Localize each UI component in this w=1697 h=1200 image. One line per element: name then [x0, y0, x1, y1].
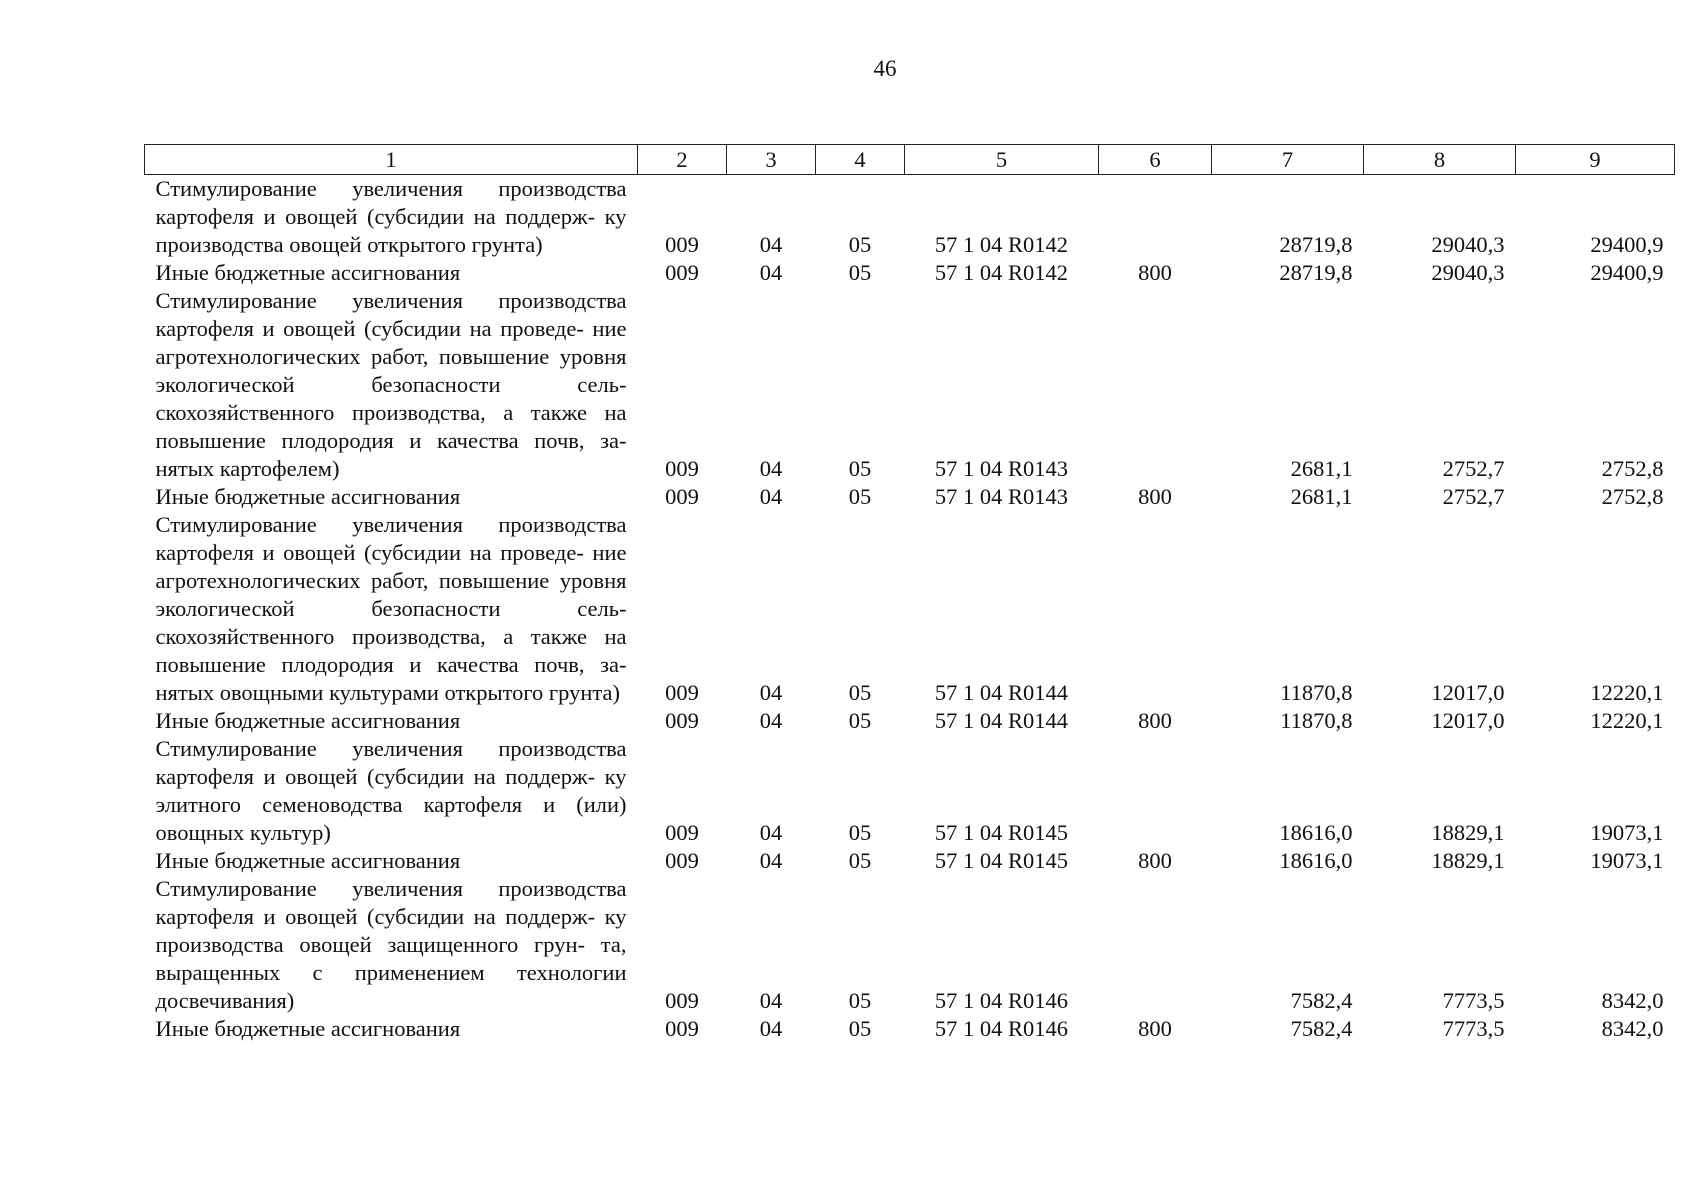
item-name-line: скохозяйственного производства, а также на	[155, 400, 627, 425]
cell-target-article: 57 1 04 R0145	[934, 848, 1069, 873]
table-row	[145, 511, 1675, 707]
cell-amount: 18616,0	[1279, 820, 1353, 845]
cell-expense-type: 800	[1138, 708, 1172, 733]
cell-amount: 7582,4	[1290, 1016, 1353, 1041]
cell-amount: 2752,7	[1442, 456, 1505, 481]
column-header: 8	[1364, 145, 1516, 175]
cell-target-article: 57 1 04 R0143	[934, 456, 1069, 481]
cell-amount: 2681,1	[1290, 484, 1353, 509]
cell-chapter-code: 009	[665, 848, 699, 873]
item-name-line: (или) овощных культур)	[155, 792, 627, 845]
cell-amount: 12220,1	[1590, 680, 1664, 705]
item-name-line: Стимулирование увеличения производства	[155, 876, 627, 901]
item-name-line: Иные бюджетные ассигнования	[155, 260, 461, 285]
cell-expense-type: 800	[1138, 1016, 1172, 1041]
item-name-line: Стимулирование увеличения производства	[155, 176, 627, 201]
table-row	[145, 735, 1675, 847]
item-name-line: картофеля и овощей (субсидии на проведе-	[155, 316, 584, 341]
cell-amount: 29400,9	[1590, 260, 1664, 285]
cell-item-name	[145, 707, 638, 735]
item-name-line: скохозяйственного производства, а также на	[155, 624, 627, 649]
cell-subsection-code: 05	[848, 988, 872, 1013]
item-name-line: ку производства овощей защищенного грун-	[155, 904, 627, 957]
cell-expense-type: 800	[1138, 260, 1172, 285]
table-row	[145, 287, 1675, 483]
cell-amount: 29400,9	[1590, 232, 1664, 257]
table-row	[145, 847, 1675, 875]
cell-item-name	[145, 1015, 638, 1043]
cell-item-name	[145, 511, 638, 707]
item-name-line: картофеля и овощей (субсидии на поддерж-	[155, 204, 596, 229]
cell-section-code: 04	[759, 232, 783, 257]
page-number: 46	[873, 56, 897, 81]
budget-table	[144, 144, 1675, 1043]
cell-section-code: 04	[759, 1016, 783, 1041]
cell-chapter-code: 009	[665, 988, 699, 1013]
item-name-line: досвечивания)	[155, 988, 295, 1013]
cell-expense-type	[1099, 735, 1212, 847]
column-number-row	[145, 145, 1675, 175]
item-name-line: Иные бюджетные ассигнования	[155, 484, 461, 509]
cell-subsection-code: 05	[848, 456, 872, 481]
cell-section-code: 04	[759, 456, 783, 481]
cell-item-name	[145, 735, 638, 847]
item-name-line: Стимулирование увеличения производства	[155, 512, 627, 537]
cell-amount: 7773,5	[1442, 988, 1505, 1013]
item-name-line: повышение плодородия и качества почв, за-	[155, 428, 627, 453]
cell-amount: 18616,0	[1279, 848, 1353, 873]
column-header: 3	[727, 145, 816, 175]
cell-amount: 2752,7	[1442, 484, 1505, 509]
column-header: 5	[905, 145, 1099, 175]
cell-item-name	[145, 847, 638, 875]
cell-expense-type	[1099, 511, 1212, 707]
cell-target-article: 57 1 04 R0143	[934, 484, 1069, 509]
item-name-line: Иные бюджетные ассигнования	[155, 848, 461, 873]
item-name-line: ние агротехнологических работ, повышение	[155, 316, 627, 369]
cell-amount: 2752,8	[1601, 484, 1664, 509]
cell-amount: 29040,3	[1431, 232, 1505, 257]
cell-item-name	[145, 875, 638, 1015]
cell-expense-type: 800	[1138, 848, 1172, 873]
cell-subsection-code: 05	[848, 680, 872, 705]
column-header: 6	[1099, 145, 1212, 175]
cell-item-name	[145, 175, 638, 260]
table-row	[145, 259, 1675, 287]
cell-amount: 7773,5	[1442, 1016, 1505, 1041]
item-name-line: Иные бюджетные ассигнования	[155, 1016, 461, 1041]
cell-chapter-code: 009	[665, 484, 699, 509]
cell-chapter-code: 009	[665, 232, 699, 257]
cell-amount: 12220,1	[1590, 708, 1664, 733]
column-header: 9	[1516, 145, 1675, 175]
cell-amount: 12017,0	[1431, 680, 1505, 705]
cell-amount: 19073,1	[1590, 848, 1664, 873]
cell-section-code: 04	[759, 848, 783, 873]
cell-item-name	[145, 259, 638, 287]
cell-amount: 12017,0	[1431, 708, 1505, 733]
cell-amount: 19073,1	[1590, 820, 1664, 845]
cell-chapter-code: 009	[665, 456, 699, 481]
item-name-line: ку элитного семеноводства картофеля и	[155, 764, 627, 817]
table-row	[145, 707, 1675, 735]
item-name-line: картофеля и овощей (субсидии на поддерж-	[155, 764, 596, 789]
item-name-line: нятых картофелем)	[155, 456, 340, 481]
item-name-line: ку производства овощей открытого грунта)	[155, 204, 627, 257]
table-row	[145, 1015, 1675, 1043]
cell-subsection-code: 05	[848, 708, 872, 733]
item-name-line: та, выращенных с применением технологии	[155, 932, 627, 985]
cell-amount: 18829,1	[1431, 848, 1505, 873]
cell-chapter-code: 009	[665, 820, 699, 845]
cell-amount: 2681,1	[1290, 456, 1353, 481]
cell-section-code: 04	[759, 260, 783, 285]
cell-amount: 28719,8	[1279, 232, 1353, 257]
cell-section-code: 04	[759, 708, 783, 733]
cell-subsection-code: 05	[848, 1016, 872, 1041]
cell-amount: 11870,8	[1280, 708, 1353, 733]
cell-item-name	[145, 483, 638, 511]
item-name-line: повышение плодородия и качества почв, за-	[155, 652, 627, 677]
item-name-line: Стимулирование увеличения производства	[155, 736, 627, 761]
table-row	[145, 175, 1675, 260]
item-name-line: картофеля и овощей (субсидии на проведе-	[155, 540, 584, 565]
cell-amount: 2752,8	[1601, 456, 1664, 481]
cell-amount: 18829,1	[1431, 820, 1505, 845]
cell-chapter-code: 009	[665, 708, 699, 733]
item-name-line: грунта)	[548, 680, 620, 705]
item-name-line: ние агротехнологических работ, повышение	[155, 540, 627, 593]
item-name-line: нятых овощными культурами открытого	[155, 680, 544, 705]
column-header: 2	[638, 145, 727, 175]
table-row	[145, 875, 1675, 1015]
cell-amount: 8342,0	[1601, 988, 1664, 1013]
item-name-line: картофеля и овощей (субсидии на поддерж-	[155, 904, 596, 929]
cell-subsection-code: 05	[848, 232, 872, 257]
cell-section-code: 04	[759, 988, 783, 1013]
cell-subsection-code: 05	[848, 848, 872, 873]
cell-amount: 7582,4	[1290, 988, 1353, 1013]
cell-item-name	[145, 287, 638, 483]
cell-amount: 28719,8	[1279, 260, 1353, 285]
cell-expense-type	[1099, 875, 1212, 1015]
column-header: 4	[816, 145, 905, 175]
cell-subsection-code: 05	[848, 260, 872, 285]
cell-chapter-code: 009	[665, 1016, 699, 1041]
cell-target-article: 57 1 04 R0142	[934, 232, 1069, 257]
cell-section-code: 04	[759, 680, 783, 705]
cell-expense-type	[1099, 175, 1212, 260]
cell-amount: 29040,3	[1431, 260, 1505, 285]
cell-subsection-code: 05	[848, 820, 872, 845]
item-name-line: уровня экологической безопасности сель-	[155, 344, 627, 397]
cell-expense-type	[1099, 287, 1212, 483]
cell-target-article: 57 1 04 R0144	[934, 680, 1069, 705]
cell-section-code: 04	[759, 484, 783, 509]
column-header: 7	[1212, 145, 1364, 175]
cell-chapter-code: 009	[665, 680, 699, 705]
cell-amount: 8342,0	[1601, 1016, 1664, 1041]
item-name-line: Стимулирование увеличения производства	[155, 288, 627, 313]
table-body	[145, 175, 1675, 1044]
cell-target-article: 57 1 04 R0145	[934, 820, 1069, 845]
cell-chapter-code: 009	[665, 260, 699, 285]
item-name-line: уровня экологической безопасности сель-	[155, 568, 627, 621]
cell-target-article: 57 1 04 R0144	[934, 708, 1069, 733]
cell-subsection-code: 05	[848, 484, 872, 509]
cell-target-article: 57 1 04 R0142	[934, 260, 1069, 285]
cell-amount: 11870,8	[1280, 680, 1353, 705]
cell-target-article: 57 1 04 R0146	[934, 1016, 1069, 1041]
item-name-line: Иные бюджетные ассигнования	[155, 708, 461, 733]
table-row	[145, 483, 1675, 511]
cell-target-article: 57 1 04 R0146	[934, 988, 1069, 1013]
cell-expense-type: 800	[1138, 484, 1172, 509]
column-header: 1	[145, 145, 638, 175]
cell-section-code: 04	[759, 820, 783, 845]
